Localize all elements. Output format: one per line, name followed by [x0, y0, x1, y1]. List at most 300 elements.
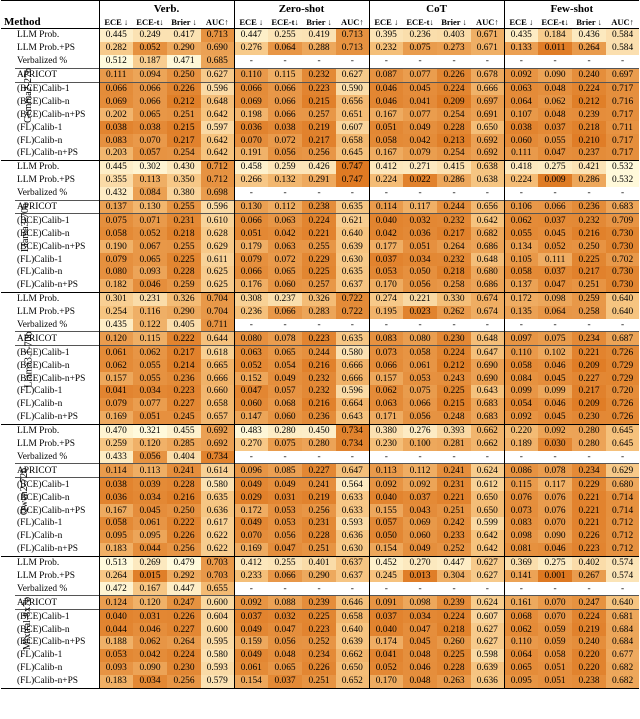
- value-cell: 0.064: [538, 306, 572, 319]
- value-cell: 0.167: [99, 504, 133, 517]
- value-cell: 0.062: [369, 385, 403, 398]
- table-row: [1, 279, 639, 292]
- value-cell: 0.217: [302, 134, 336, 147]
- method-label: (FL)Calib-n: [17, 267, 63, 278]
- value-cell: 0.412: [234, 556, 268, 569]
- value-cell: -: [302, 582, 336, 595]
- value-cell: 0.664: [336, 398, 369, 411]
- value-cell: 0.241: [437, 464, 471, 478]
- value-cell: 0.225: [437, 385, 471, 398]
- value-cell: 0.627: [471, 556, 504, 569]
- value-cell: 0.230: [572, 411, 606, 424]
- value-cell: 0.221: [302, 227, 336, 240]
- value-cell: 0.239: [437, 596, 471, 610]
- value-cell: 0.712: [606, 517, 639, 530]
- value-cell: 0.747: [336, 174, 369, 187]
- value-cell: 0.734: [336, 438, 369, 451]
- value-cell: 0.231: [133, 292, 167, 305]
- value-cell: 0.062: [504, 214, 538, 227]
- value-cell: 0.079: [234, 253, 268, 266]
- value-cell: 0.038: [133, 121, 167, 134]
- method-label: LLM Prob.: [17, 162, 60, 173]
- value-cell: 0.483: [234, 424, 268, 437]
- table-row: [1, 451, 639, 464]
- table-row: [1, 306, 639, 319]
- value-cell: 0.045: [133, 504, 167, 517]
- value-cell: -: [403, 451, 437, 464]
- method-label: (BCE)Calib-n+PS: [17, 373, 86, 384]
- table-row: [1, 42, 639, 55]
- table-row: [1, 556, 639, 569]
- value-cell: -: [606, 582, 639, 595]
- value-cell: 0.419: [302, 29, 336, 42]
- value-cell: 0.037: [369, 610, 403, 623]
- value-cell: 0.064: [504, 95, 538, 108]
- value-cell: 0.636: [201, 504, 234, 517]
- value-cell: 0.405: [167, 319, 201, 332]
- value-cell: 0.226: [167, 82, 201, 95]
- value-cell: 0.637: [336, 570, 369, 583]
- value-cell: 0.234: [572, 464, 606, 478]
- value-cell: 0.053: [268, 517, 302, 530]
- value-cell: 0.130: [234, 200, 268, 214]
- method-label: APRICOT: [17, 202, 58, 213]
- value-cell: 0.132: [268, 174, 302, 187]
- value-cell: 0.697: [471, 95, 504, 108]
- value-cell: 0.251: [437, 504, 471, 517]
- value-cell: 0.233: [234, 570, 268, 583]
- value-cell: 0.215: [302, 95, 336, 108]
- value-cell: 0.433: [99, 451, 133, 464]
- value-cell: -: [437, 582, 471, 595]
- header-metrics-row: [1, 16, 639, 29]
- value-cell: 0.217: [572, 266, 606, 279]
- method-label: Verbalized %: [17, 451, 68, 462]
- value-cell: 0.650: [471, 491, 504, 504]
- value-cell: 0.257: [302, 279, 336, 292]
- value-cell: 0.209: [572, 398, 606, 411]
- value-cell: 0.107: [504, 108, 538, 121]
- value-cell: 0.045: [538, 411, 572, 424]
- value-cell: 0.274: [369, 292, 403, 305]
- value-cell: 0.133: [504, 42, 538, 55]
- value-cell: 0.639: [471, 662, 504, 675]
- value-cell: 0.638: [471, 160, 504, 173]
- value-cell: -: [403, 319, 437, 332]
- value-cell: 0.062: [133, 636, 167, 649]
- value-cell: 0.249: [133, 29, 167, 42]
- value-cell: -: [369, 582, 403, 595]
- value-cell: 0.248: [437, 411, 471, 424]
- value-cell: 0.648: [471, 253, 504, 266]
- value-cell: -: [234, 319, 268, 332]
- value-cell: 0.574: [606, 570, 639, 583]
- method-label: (BCE)Calib-n: [17, 624, 70, 635]
- value-cell: 0.607: [471, 610, 504, 623]
- value-cell: 0.049: [403, 121, 437, 134]
- table-row: [1, 187, 639, 200]
- value-cell: 0.259: [268, 160, 302, 173]
- value-cell: 0.245: [369, 570, 403, 583]
- value-cell: -: [336, 582, 369, 595]
- value-cell: 0.280: [268, 424, 302, 437]
- value-cell: 0.134: [504, 240, 538, 253]
- value-cell: 0.038: [99, 121, 133, 134]
- value-cell: 0.747: [336, 160, 369, 173]
- value-cell: 0.137: [99, 200, 133, 214]
- value-cell: 0.124: [99, 596, 133, 610]
- value-cell: 0.404: [167, 451, 201, 464]
- value-cell: 0.224: [572, 82, 606, 95]
- value-cell: 0.041: [99, 385, 133, 398]
- value-cell: 0.403: [437, 29, 471, 42]
- value-cell: 0.049: [234, 649, 268, 662]
- value-cell: 0.236: [572, 200, 606, 214]
- value-cell: 0.447: [234, 29, 268, 42]
- value-cell: 0.432: [99, 187, 133, 200]
- value-cell: 0.254: [99, 306, 133, 319]
- metric-header: Brier ↓: [576, 17, 602, 27]
- table-row: [1, 319, 639, 332]
- value-cell: 0.596: [201, 200, 234, 214]
- metric-header: AUC↑: [205, 17, 229, 27]
- value-cell: 0.056: [133, 451, 167, 464]
- value-cell: 0.614: [201, 464, 234, 478]
- value-cell: 0.580: [201, 649, 234, 662]
- value-cell: -: [369, 187, 403, 200]
- value-cell: 0.645: [606, 438, 639, 451]
- value-cell: 0.034: [133, 675, 167, 688]
- value-cell: 0.044: [99, 623, 133, 636]
- table-row: [1, 424, 639, 437]
- value-cell: 0.064: [268, 42, 302, 55]
- value-cell: -: [572, 319, 606, 332]
- value-cell: 0.198: [234, 108, 268, 121]
- value-cell: 0.080: [403, 332, 437, 346]
- table-row: [1, 596, 639, 610]
- value-cell: 0.058: [538, 649, 572, 662]
- value-cell: 0.255: [167, 200, 201, 214]
- value-cell: 0.195: [369, 306, 403, 319]
- value-cell: 0.046: [369, 82, 403, 95]
- value-cell: 0.176: [234, 279, 268, 292]
- value-cell: 0.076: [504, 491, 538, 504]
- value-cell: 0.690: [471, 359, 504, 372]
- value-cell: 0.683: [471, 398, 504, 411]
- value-cell: 0.650: [471, 504, 504, 517]
- value-cell: -: [336, 187, 369, 200]
- value-cell: 0.044: [133, 543, 167, 556]
- value-cell: 0.161: [504, 596, 538, 610]
- value-cell: 0.645: [606, 424, 639, 437]
- table-row: [1, 649, 639, 662]
- value-cell: 0.155: [369, 504, 403, 517]
- value-cell: -: [234, 55, 268, 68]
- value-cell: 0.147: [234, 411, 268, 424]
- value-cell: 0.369: [504, 556, 538, 569]
- value-cell: 0.660: [201, 385, 234, 398]
- value-cell: 0.692: [471, 134, 504, 147]
- table-row: [1, 517, 639, 530]
- value-cell: 0.115: [133, 332, 167, 346]
- value-cell: 0.251: [302, 543, 336, 556]
- value-cell: 0.290: [167, 42, 201, 55]
- value-cell: 0.726: [606, 398, 639, 411]
- value-cell: 0.098: [504, 530, 538, 543]
- value-cell: 0.251: [302, 675, 336, 688]
- value-cell: 0.188: [99, 636, 133, 649]
- value-cell: 0.472: [99, 582, 133, 595]
- value-cell: 0.141: [504, 570, 538, 583]
- method-label: (BCE)Calib-1: [17, 215, 70, 226]
- value-cell: 0.564: [336, 478, 369, 491]
- table-row: [1, 332, 639, 346]
- value-cell: 0.234: [572, 332, 606, 346]
- table-row: [1, 121, 639, 134]
- value-cell: 0.065: [268, 346, 302, 359]
- value-cell: 0.257: [302, 108, 336, 121]
- value-cell: 0.042: [403, 134, 437, 147]
- value-cell: 0.617: [201, 517, 234, 530]
- value-cell: 0.083: [369, 332, 403, 346]
- value-cell: 0.633: [336, 504, 369, 517]
- value-cell: 0.221: [572, 491, 606, 504]
- table-body: [1, 29, 639, 689]
- value-cell: 0.058: [369, 134, 403, 147]
- value-cell: 0.099: [538, 385, 572, 398]
- metric-header: ECE ↓: [369, 16, 403, 29]
- value-cell: 0.228: [302, 530, 336, 543]
- value-cell: -: [538, 451, 572, 464]
- value-cell: 0.117: [403, 200, 437, 214]
- method-label: (FL)Calib-1: [17, 650, 63, 661]
- method-label: LLM Prob.+PS: [17, 175, 75, 186]
- value-cell: 0.049: [234, 517, 268, 530]
- value-cell: 0.052: [369, 662, 403, 675]
- value-cell: -: [572, 187, 606, 200]
- model-name: Llama3-70b: [19, 203, 31, 253]
- value-cell: 0.058: [403, 346, 437, 359]
- value-cell: 0.280: [572, 438, 606, 451]
- value-cell: 0.590: [336, 82, 369, 95]
- value-cell: 0.054: [504, 398, 538, 411]
- value-cell: 0.087: [369, 68, 403, 82]
- value-cell: 0.202: [99, 108, 133, 121]
- value-cell: 0.130: [133, 200, 167, 214]
- value-cell: 0.643: [336, 411, 369, 424]
- value-cell: 0.224: [572, 610, 606, 623]
- value-cell: 0.182: [99, 279, 133, 292]
- value-cell: 0.041: [369, 649, 403, 662]
- value-cell: 0.091: [369, 596, 403, 610]
- value-cell: 0.674: [471, 292, 504, 305]
- value-cell: 0.726: [606, 411, 639, 424]
- value-cell: 0.430: [167, 160, 201, 173]
- value-cell: 0.078: [538, 464, 572, 478]
- value-cell: 0.225: [572, 253, 606, 266]
- model-name: Gemma2-27b: [23, 68, 34, 124]
- value-cell: 0.714: [606, 504, 639, 517]
- value-cell: 0.224: [437, 82, 471, 95]
- model-label: [1, 160, 31, 292]
- value-cell: 0.187: [133, 55, 167, 68]
- value-cell: 0.450: [302, 424, 336, 437]
- value-cell: 0.090: [133, 662, 167, 675]
- value-cell: -: [538, 55, 572, 68]
- value-cell: 0.658: [336, 134, 369, 147]
- value-cell: 0.052: [234, 359, 268, 372]
- value-cell: 0.275: [538, 160, 572, 173]
- value-cell: -: [572, 582, 606, 595]
- table-row: [1, 95, 639, 108]
- value-cell: 0.047: [538, 279, 572, 292]
- value-cell: 0.682: [606, 662, 639, 675]
- value-cell: 0.218: [437, 623, 471, 636]
- value-cell: -: [471, 187, 504, 200]
- value-cell: 0.680: [471, 266, 504, 279]
- value-cell: 0.677: [606, 649, 639, 662]
- value-cell: 0.034: [403, 610, 437, 623]
- value-cell: 0.022: [403, 174, 437, 187]
- value-cell: 0.270: [234, 438, 268, 451]
- value-cell: 0.075: [538, 332, 572, 346]
- value-cell: 0.077: [403, 68, 437, 82]
- value-cell: 0.236: [234, 306, 268, 319]
- value-cell: 0.120: [133, 438, 167, 451]
- value-cell: 0.110: [504, 636, 538, 649]
- value-cell: 0.217: [572, 385, 606, 398]
- method-label: (FL)Calib-n+PS: [17, 676, 79, 687]
- table-row: [1, 411, 639, 424]
- value-cell: 0.250: [167, 504, 201, 517]
- value-cell: 0.060: [268, 411, 302, 424]
- value-cell: 0.593: [201, 662, 234, 675]
- value-cell: 0.418: [504, 160, 538, 173]
- method-label: APRICOT: [17, 333, 58, 344]
- value-cell: 0.308: [234, 292, 268, 305]
- value-cell: 0.717: [606, 108, 639, 121]
- value-cell: 0.047: [234, 385, 268, 398]
- value-cell: 0.234: [302, 649, 336, 662]
- value-cell: -: [403, 55, 437, 68]
- value-cell: 0.065: [268, 266, 302, 279]
- model-label: [1, 424, 31, 556]
- value-cell: 0.092: [504, 68, 538, 82]
- value-cell: 0.157: [99, 372, 133, 385]
- value-cell: 0.066: [268, 82, 302, 95]
- value-cell: 0.290: [302, 570, 336, 583]
- method-label: (FL)Calib-1: [17, 254, 63, 265]
- value-cell: 0.639: [336, 636, 369, 649]
- value-cell: 0.683: [471, 411, 504, 424]
- table-row: [1, 504, 639, 517]
- value-cell: 0.513: [99, 556, 133, 569]
- value-cell: 0.169: [99, 411, 133, 424]
- metric-header: ECE ↓: [99, 16, 133, 29]
- value-cell: 0.220: [572, 662, 606, 675]
- value-cell: 0.111: [538, 253, 572, 266]
- value-cell: 0.622: [201, 530, 234, 543]
- method-label: APRICOT: [17, 70, 58, 81]
- value-cell: 0.030: [538, 438, 572, 451]
- value-cell: 0.251: [167, 108, 201, 121]
- value-cell: 0.714: [606, 491, 639, 504]
- value-cell: 0.247: [167, 596, 201, 610]
- value-cell: 0.624: [471, 596, 504, 610]
- value-cell: 0.045: [538, 227, 572, 240]
- value-cell: 0.212: [572, 95, 606, 108]
- value-cell: 0.658: [336, 610, 369, 623]
- value-cell: 0.093: [99, 662, 133, 675]
- value-cell: -: [437, 319, 471, 332]
- value-cell: 0.052: [133, 42, 167, 55]
- value-cell: 0.326: [167, 292, 201, 305]
- value-cell: 0.135: [504, 306, 538, 319]
- method-label: LLM Prob.+PS: [17, 570, 75, 581]
- value-cell: 0.600: [201, 623, 234, 636]
- value-cell: -: [234, 187, 268, 200]
- value-cell: 0.224: [369, 174, 403, 187]
- value-cell: 0.421: [572, 160, 606, 173]
- value-cell: 0.717: [606, 134, 639, 147]
- value-cell: 0.229: [572, 478, 606, 491]
- value-cell: 0.048: [538, 108, 572, 121]
- value-cell: 0.271: [403, 160, 437, 173]
- value-cell: 0.636: [336, 530, 369, 543]
- value-cell: 0.056: [268, 147, 302, 160]
- value-cell: 0.259: [99, 438, 133, 451]
- value-cell: 0.232: [437, 253, 471, 266]
- value-cell: 0.241: [167, 464, 201, 478]
- value-cell: 0.426: [302, 160, 336, 173]
- value-cell: 0.068: [504, 610, 538, 623]
- value-cell: -: [437, 451, 471, 464]
- value-cell: 0.046: [538, 543, 572, 556]
- value-cell: 0.070: [538, 596, 572, 610]
- value-cell: 0.645: [336, 147, 369, 160]
- value-cell: 0.600: [201, 596, 234, 610]
- value-cell: 0.221: [437, 491, 471, 504]
- value-cell: 0.223: [167, 385, 201, 398]
- value-cell: 0.241: [302, 478, 336, 491]
- value-cell: 0.191: [234, 147, 268, 160]
- value-cell: 0.069: [99, 95, 133, 108]
- value-cell: 0.122: [133, 319, 167, 332]
- value-cell: 0.734: [201, 451, 234, 464]
- value-cell: 0.711: [201, 319, 234, 332]
- value-cell: 0.076: [538, 491, 572, 504]
- value-cell: -: [471, 55, 504, 68]
- value-cell: -: [268, 319, 302, 332]
- value-cell: 0.190: [99, 240, 133, 253]
- value-cell: 0.651: [336, 108, 369, 121]
- method-label: (BCE)Calib-1: [17, 479, 70, 490]
- value-cell: 0.210: [572, 134, 606, 147]
- value-cell: 0.051: [369, 121, 403, 134]
- value-cell: 0.655: [201, 582, 234, 595]
- value-cell: 0.219: [572, 623, 606, 636]
- value-cell: 0.063: [504, 82, 538, 95]
- value-cell: 0.055: [504, 227, 538, 240]
- value-cell: 0.280: [572, 424, 606, 437]
- value-cell: 0.627: [471, 636, 504, 649]
- value-cell: 0.120: [133, 596, 167, 610]
- method-label: APRICOT: [17, 465, 58, 476]
- value-cell: 0.048: [403, 675, 437, 688]
- table-row: [1, 530, 639, 543]
- value-cell: 0.610: [201, 214, 234, 227]
- value-cell: 0.621: [336, 214, 369, 227]
